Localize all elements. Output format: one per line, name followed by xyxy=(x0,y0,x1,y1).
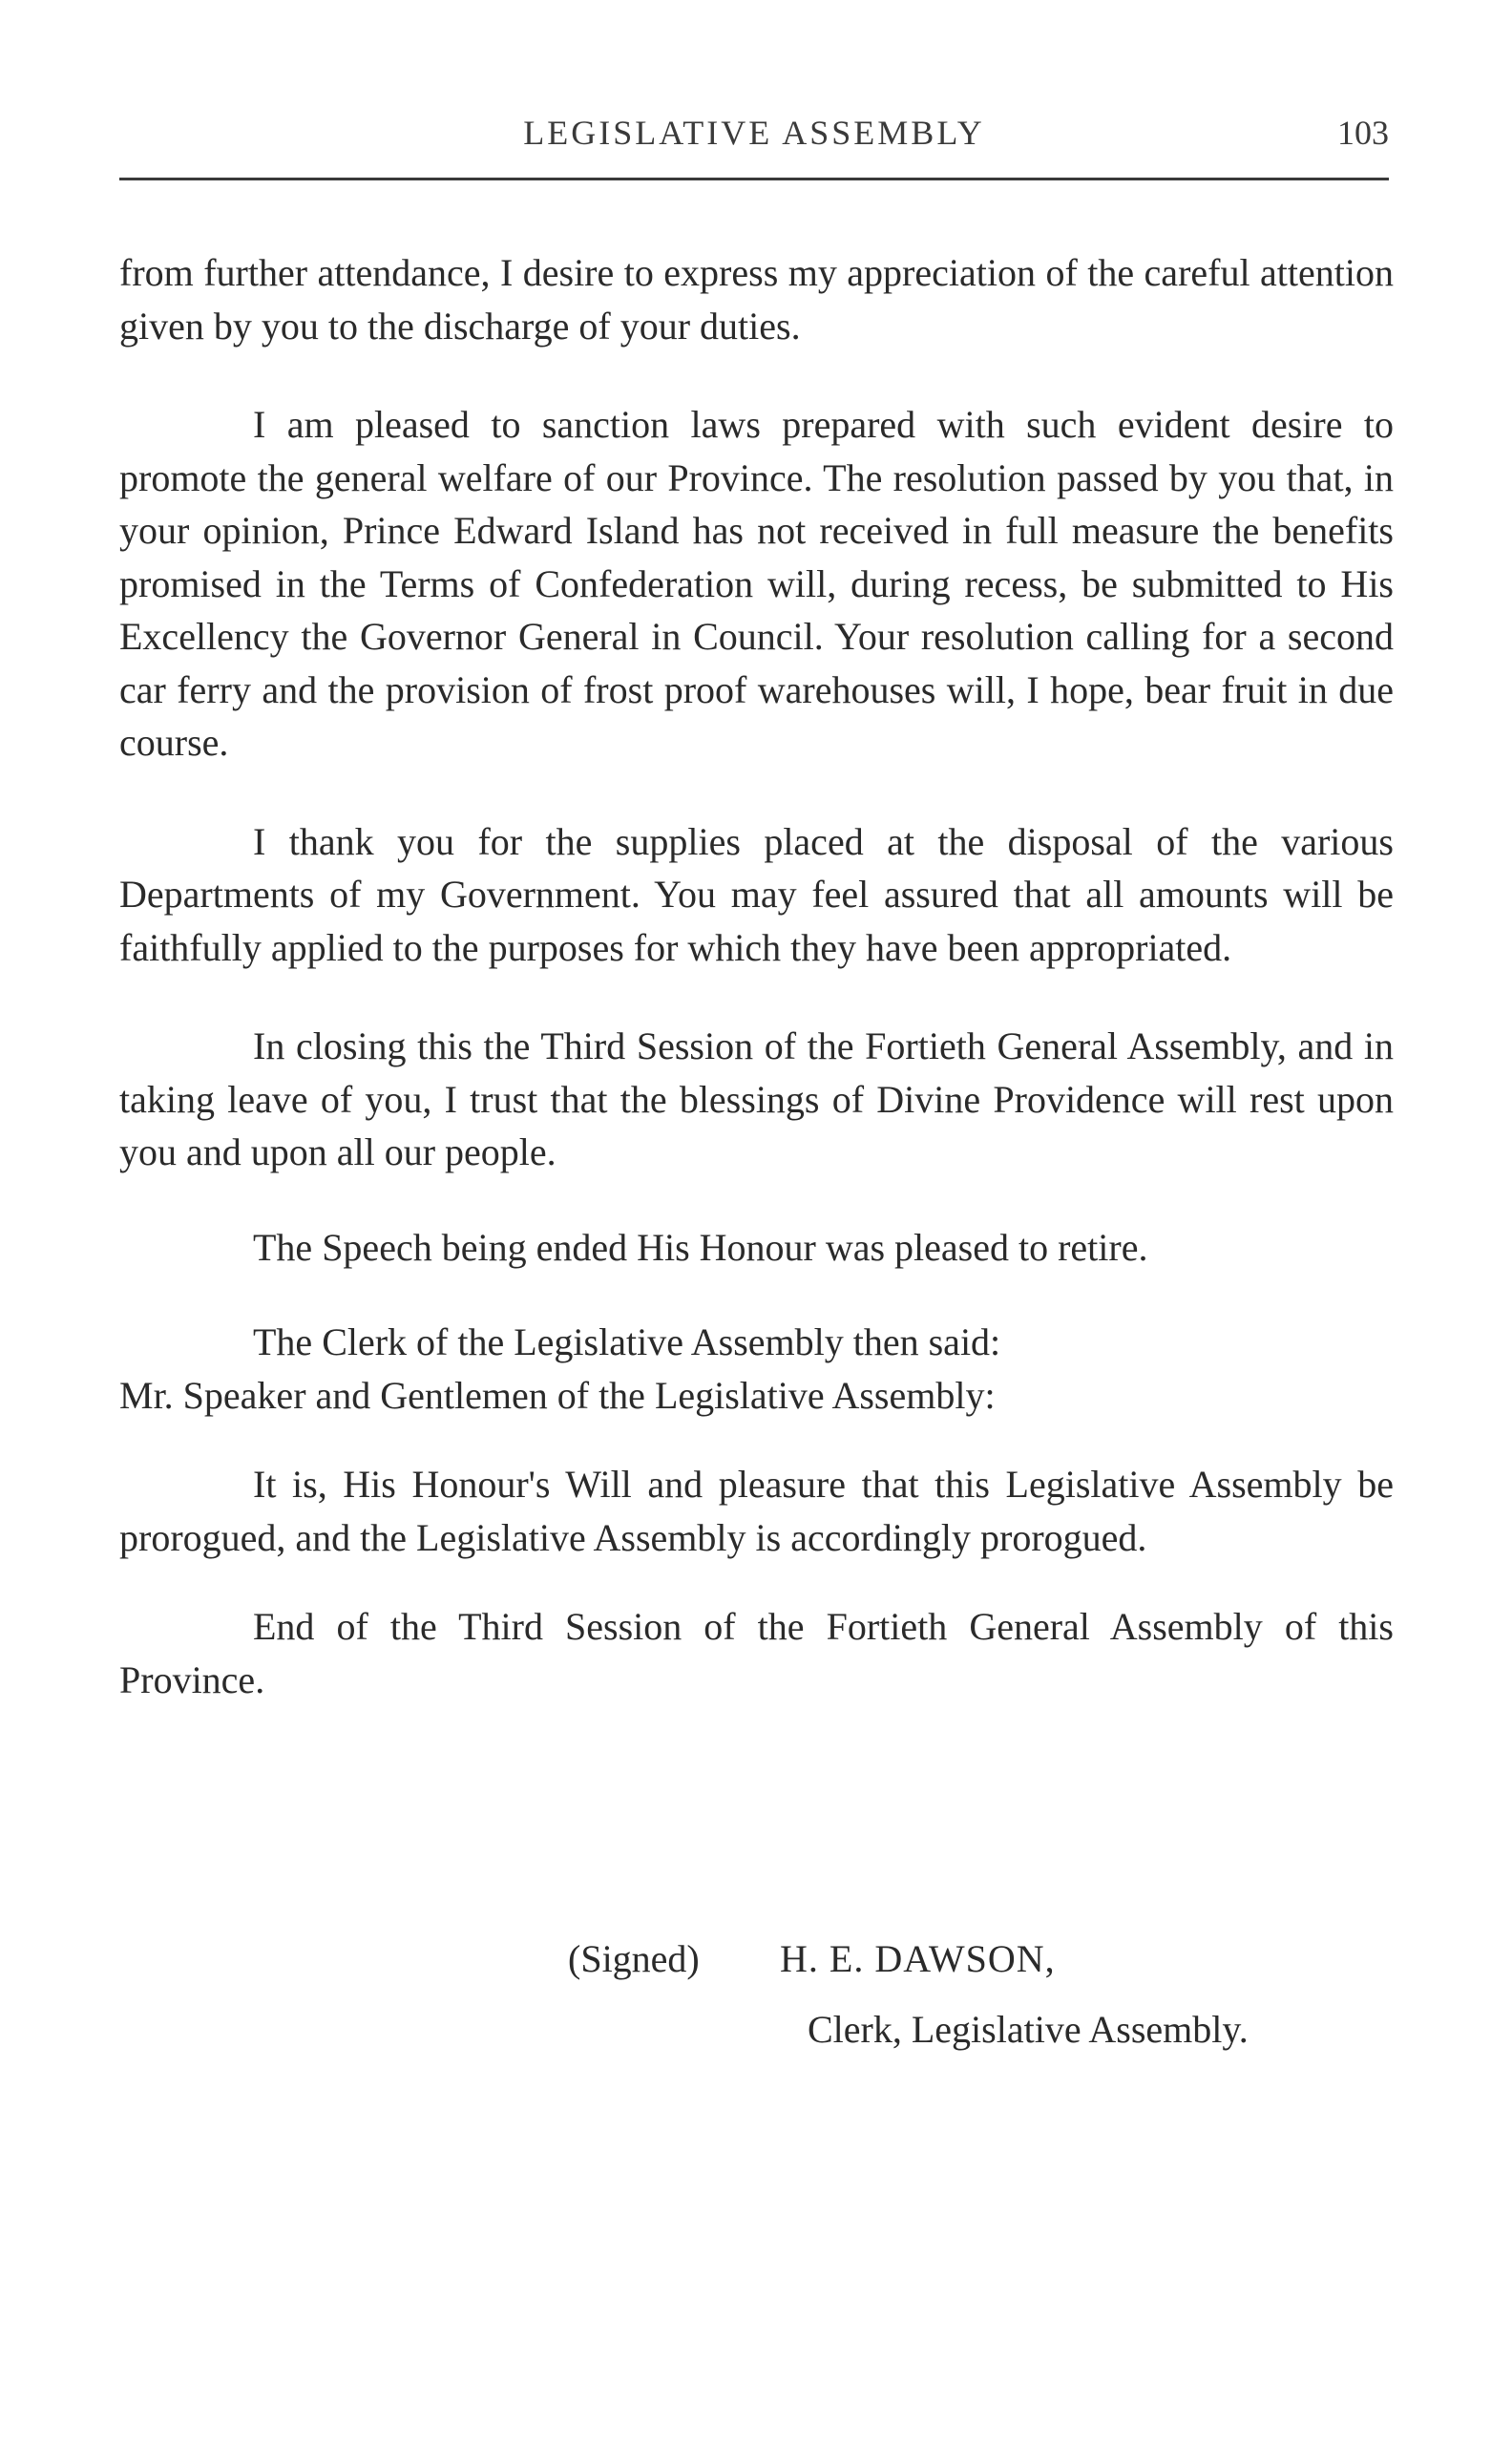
page-header xyxy=(119,113,1389,170)
paragraph-continued: from further attendance, I desire to express my appreciation of the careful attention given by you to the discharge of your duties. xyxy=(119,251,1394,348)
paragraph-supplies: I thank you for the supplies placed at the disposal of the various Departments of my Government. You may feel assured that all amounts will be faithfully applied to the purposes for which they have been appropriated. xyxy=(119,819,1394,969)
signer-title: Clerk, Legislative Assembly. xyxy=(808,2008,1249,2051)
body-text xyxy=(119,246,1394,1706)
signature-block xyxy=(568,1924,1389,2065)
header-rule xyxy=(119,178,1389,180)
signer-name: H. E. DAWSON, xyxy=(780,1937,1056,1980)
salutation: Mr. Speaker and Gentlemen of the Legislative Assembly: xyxy=(119,1373,996,1417)
paragraph-end-of-session: End of the Third Session of the Fortieth General Assembly of this Province. xyxy=(119,1605,1394,1701)
paragraph-prorogued: It is, His Honour's Will and pleasure that this Legislative Assembly be prorogued, and the Legislative Assembly is accordingly prorogued. xyxy=(119,1463,1394,1559)
signature-line xyxy=(568,1924,1389,1994)
running-head: LEGISLATIVE ASSEMBLY xyxy=(523,114,985,152)
page-number: 103 xyxy=(1337,114,1389,152)
paragraph-closing-session: In closing this the Third Session of the Fortieth General Assembly, and in taking leave of you, I trust that the blessings of Divine Providence will rest upon you and upon all our people. xyxy=(119,1024,1394,1173)
paragraph-sanction-laws: I am pleased to sanction laws prepared with such evident desire to promote the general welfare of our Province. The resolution passed by you that, in your opinion, Prince Edward Island has not received in full measure the benefits promised in the Terms of Confederation will, during recess, be submitted to His Excellency the Governor General in Council. Your resolution calling for a second car ferry and the provision of frost proof warehouses will, I hope, bear fruit in due course. xyxy=(119,403,1394,764)
paragraph-clerk-said: The Clerk of the Legislative Assembly then said: xyxy=(253,1320,1001,1363)
paragraph-speech-ended: The Speech being ended His Honour was pleased to retire. xyxy=(253,1225,1148,1269)
signed-label: (Signed) xyxy=(568,1937,700,1980)
